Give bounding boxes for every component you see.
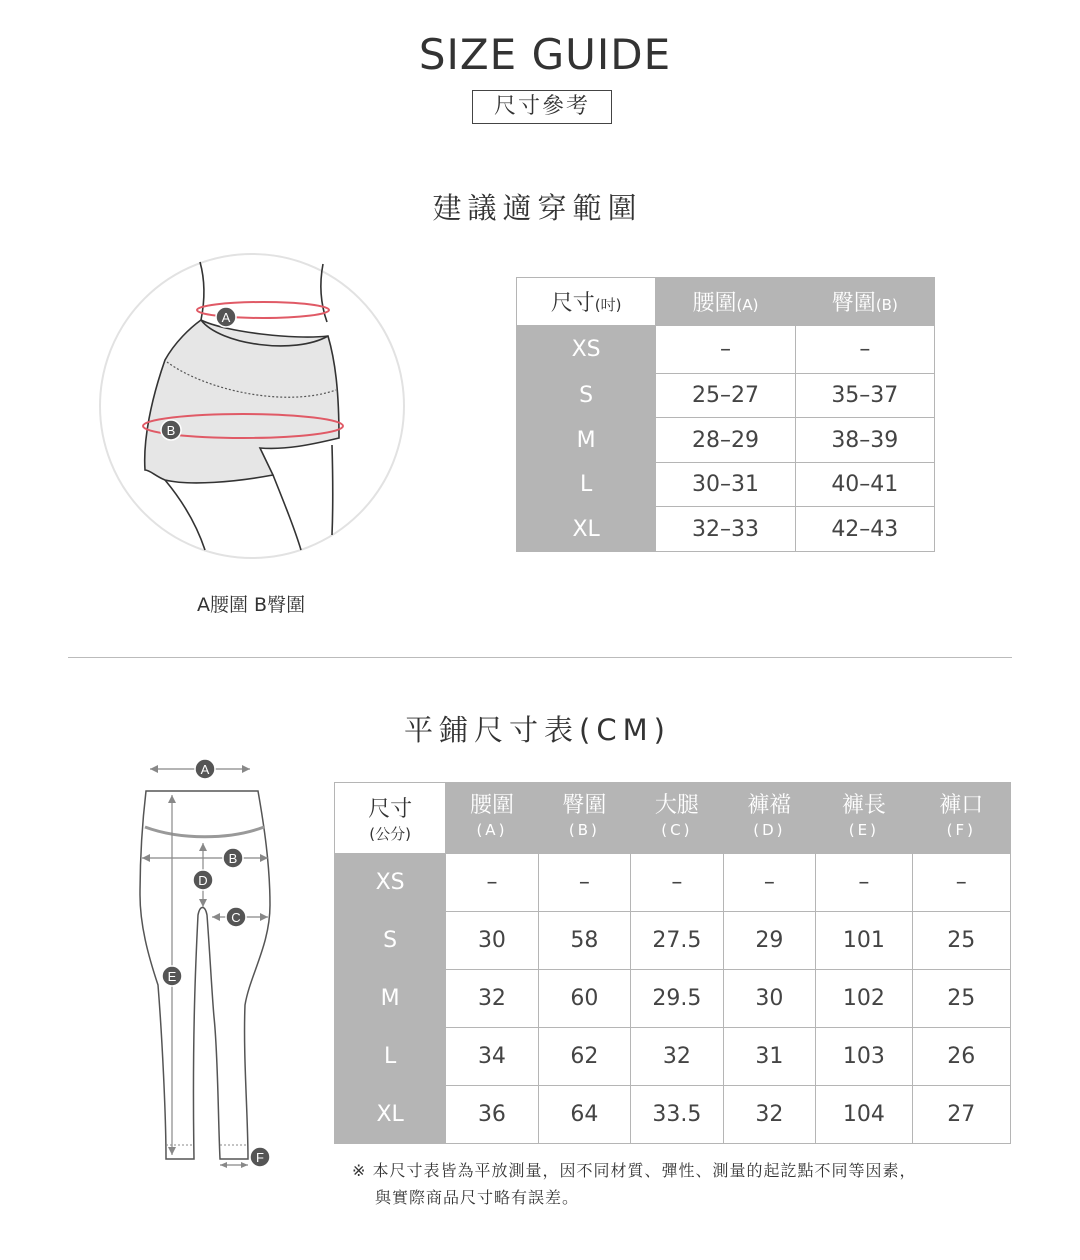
value-cell: 30 (446, 912, 538, 970)
waist-value: 25–27 (656, 374, 795, 418)
size-label: S (335, 912, 446, 970)
header-size: 尺寸 (公分) (335, 783, 446, 854)
marker-c-label: C (231, 910, 241, 925)
header-rise: 褲襠 (D) (723, 783, 815, 854)
value-cell: 64 (538, 1086, 630, 1144)
value-cell: 27 (912, 1086, 1010, 1144)
hip-value: 40–41 (795, 463, 934, 507)
value-cell: 32 (723, 1086, 815, 1144)
flat-size-table (334, 782, 1011, 1144)
value-cell: 102 (816, 970, 912, 1028)
table-row (517, 507, 935, 552)
marker-e-label: E (167, 969, 177, 984)
table-row (517, 374, 935, 418)
marker-f (250, 1147, 270, 1167)
marker-b (161, 420, 181, 440)
header-length: 褲長 (E) (816, 783, 912, 854)
flat-section-title: 平鋪尺寸表(CM) (404, 713, 671, 747)
fit-section-title: 建議適穿範圍 (432, 191, 643, 225)
table-header-row (517, 278, 935, 326)
table-row (335, 854, 1011, 912)
value-cell: 25 (912, 970, 1010, 1028)
page-subtitle: 尺寸參考 (472, 90, 612, 124)
value-cell: 32 (631, 1028, 724, 1086)
hip-value: 35–37 (795, 374, 934, 418)
value-cell: 29.5 (631, 970, 724, 1028)
value-cell: 30 (723, 970, 815, 1028)
fit-size-table (516, 277, 935, 552)
hip-value: 38–39 (795, 418, 934, 463)
header-hip: 臀圍 (B) (538, 783, 630, 854)
table-row (335, 1028, 1011, 1086)
hip-value: – (795, 326, 934, 374)
marker-a (195, 759, 215, 779)
hip-value: 42–43 (795, 507, 934, 552)
marker-b (223, 848, 243, 868)
marker-f-label: F (256, 1150, 264, 1165)
table-row (335, 970, 1011, 1028)
marker-d (193, 870, 213, 890)
size-label: M (517, 418, 656, 463)
header-thigh: 大腿 (C) (631, 783, 724, 854)
header-leg-opening: 褲口 (F) (912, 783, 1010, 854)
value-cell: 101 (816, 912, 912, 970)
table-header-row (335, 783, 1011, 854)
size-label: S (517, 374, 656, 418)
size-label: L (335, 1028, 446, 1086)
table-row (517, 326, 935, 374)
waist-value: 32–33 (656, 507, 795, 552)
table-row (517, 463, 935, 507)
table-row (517, 418, 935, 463)
value-cell: 58 (538, 912, 630, 970)
header-size: 尺寸(吋) (517, 278, 656, 326)
value-cell: – (538, 854, 630, 912)
marker-e (162, 966, 182, 986)
marker-d-label: D (198, 873, 208, 888)
value-cell: 31 (723, 1028, 815, 1086)
header-waist: 腰圍 (A) (446, 783, 538, 854)
value-cell: – (631, 854, 724, 912)
value-cell: 104 (816, 1086, 912, 1144)
size-label: XL (335, 1086, 446, 1144)
page-title: SIZE GUIDE (418, 30, 672, 79)
value-cell: – (446, 854, 538, 912)
value-cell: 27.5 (631, 912, 724, 970)
size-label: XL (517, 507, 656, 552)
value-cell: – (816, 854, 912, 912)
size-label: XS (517, 326, 656, 374)
marker-b-label: B (228, 851, 238, 866)
value-cell: 60 (538, 970, 630, 1028)
value-cell: 25 (912, 912, 1010, 970)
marker-a-label: A (221, 310, 231, 325)
marker-b-label: B (166, 423, 176, 438)
value-cell: 29 (723, 912, 815, 970)
value-cell: 32 (446, 970, 538, 1028)
marker-a-label: A (200, 762, 210, 777)
measurement-note (352, 1157, 917, 1211)
value-cell: 36 (446, 1086, 538, 1144)
marker-a (216, 307, 236, 327)
table-row (335, 1086, 1011, 1144)
waist-value: 28–29 (656, 418, 795, 463)
size-label: M (335, 970, 446, 1028)
value-cell: 33.5 (631, 1086, 724, 1144)
header-waist: 腰圍(A) (656, 278, 795, 326)
size-label: L (517, 463, 656, 507)
value-cell: 26 (912, 1028, 1010, 1086)
waist-hip-illustration (95, 250, 415, 565)
note-line-1: ※ 本尺寸表皆為平放測量，因不同材質、彈性、測量的起訖點不同等因素， (352, 1161, 917, 1180)
measurement-legend: A腰圍 B臀圍 (197, 594, 306, 616)
value-cell: 103 (816, 1028, 912, 1086)
value-cell: – (912, 854, 1010, 912)
header-hip: 臀圍(B) (795, 278, 934, 326)
value-cell: 34 (446, 1028, 538, 1086)
value-cell: 62 (538, 1028, 630, 1086)
marker-c (226, 907, 246, 927)
size-label: XS (335, 854, 446, 912)
table-row (335, 912, 1011, 970)
section-divider (68, 657, 1012, 658)
leggings-illustration (130, 755, 280, 1175)
waist-value: 30–31 (656, 463, 795, 507)
waist-value: – (656, 326, 795, 374)
value-cell: – (723, 854, 815, 912)
note-line-2: 與實際商品尺寸略有誤差。 (375, 1188, 580, 1207)
